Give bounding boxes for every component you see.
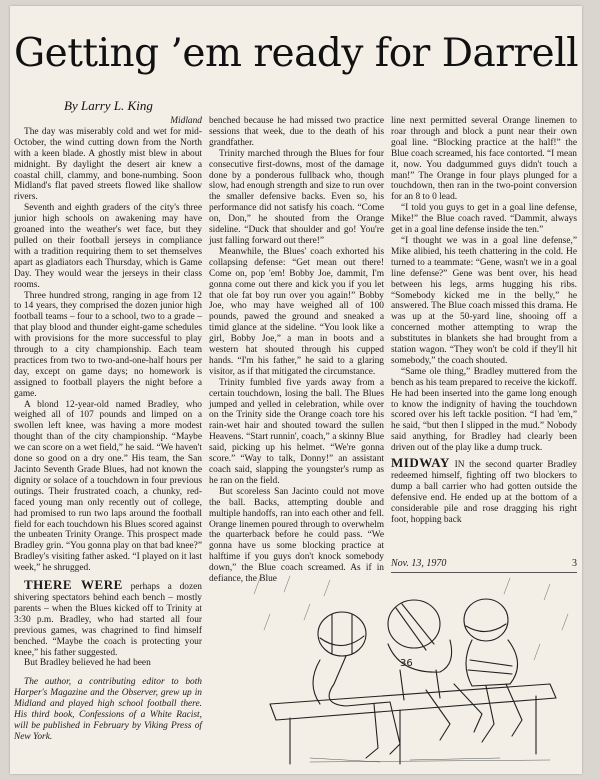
- paragraph: Three hundred strong, ranging in age from 12 to 14 years, they comprised the dozen junior high football teams – four to a school, two to a grade – that play blood and thunder eight-game schedules with provisions for the more successful to play through to a city championship. Each team practices from two to two-and-one-half hours per day, except on game days; no homework is assigned to football players the night before a game.: [14, 290, 202, 399]
- paragraph: line next permitted several Orange linemen to roar through and block a punt near their own goal line. “Blocking practice at the half!” the Blue coach screamed, his face contorted. “I mean it, now. You dadgummed guys didn't touch a man!” The Orange in four plays plunged for a touchdown, then ran in the two-point conversion for an 8 to 0 lead.: [391, 116, 577, 203]
- article-headline: Getting ’em ready for Darrell: [14, 31, 579, 76]
- paragraph: “I thought we was in a goal line defense,” Mike alibied, his teeth chattering in the cold. He turned to a teammate: “Gene, wasn't we in a goal line defense?” Gene was bent over, his head between his legs, arms hugging his ribs. “Somebody kicked me in the belly,” he answered. The Blue coach missed this drama. He was up at the 50-yard line, shooing off a concerned mother attempting to wrap the substitutes in blankets she had brought from a station wagon. “They won't be cold if they'll hit somebody,” the coach shouted.: [391, 235, 577, 366]
- section-paragraph: [14, 577, 202, 658]
- football-players-sketch-icon: [250, 574, 578, 770]
- svg-text:36: 36: [400, 658, 413, 669]
- paragraph: Meanwhile, the Blues' coach exhorted his collapsing defense: “Get mean out there! Come on, pop 'em! Bobby Joe, dammit, I'm gonna come out there and kick you if you let that ole fat boy run over you again!” Bobby Joe, who may have weighed all of 100 pounds, pawed the ground and sneaked a timid glance at the sideline. “You look like a girl, Bobby Joe,” a man in boots and a western hat shouted through his cupped hands. “I'm his father,” he said to a glaring visitor, as if that mitigated the circumstance.: [209, 246, 384, 377]
- paragraph: “Same ole thing,” Bradley muttered from the bench as his team prepared to receive the kickoff. He had been inserted into the game long enough to know the indignity of having the touchdown scored over his left tackle position. “I had 'em,” he said, “but then I slipped in the mud.” Nobody said anything, for Bradley had clearly been driven out of the play like a dump truck.: [391, 366, 577, 454]
- article-column-1: [14, 116, 202, 770]
- paragraph: The day was miserably cold and wet for mid-October, the wind cutting down from the North with a keen blade. A ghostly mist blew in about midnight. By daylight the desert air knew a coastal chill, clammy, and bone-numbing. Soon Midland's flat paved streets flowed like shallow rivers.: [14, 126, 202, 203]
- article-column-3: [391, 116, 577, 552]
- paragraph: Trinity fumbled five yards away from a certain touchdown, losing the ball. The Blues jumped and yelled in celebration, while over on the Trinity side the Orange coach tore his rain-wet hair and shouted toward the sullen Heavens. “Start runnin', coach,” a skinny Blue said, picking up his helmet. “We're gonna score.” “Way to talk, Donny!” an assistant coach said, slapping the youngster's rump as he ran on the field.: [209, 377, 384, 486]
- author-bio: The author, a contributing editor to both Harper's Magazine and the Observer, grew up in Midland and played high school football there. His third book, Confessions of a White Racist, will be published in February by Viking Press of New York.: [14, 677, 202, 742]
- section-paragraph: [391, 455, 577, 525]
- page-footer: [391, 558, 577, 570]
- paragraph: But Bradley believed he had been: [24, 658, 151, 669]
- paragraph: But scoreless San Jacinto could not move the ball. Backs, attempting double and multiple handoffs, ran into each other and fell. Orange linemen poured through to overwhelm the quarterback before he could pass. “We gonna have us some blocking practice at halftime if you guys don't knock somebody down,” the Blue coach screamed. As if in defiance, the Blue: [209, 486, 384, 585]
- section-lead: THERE WERE: [24, 577, 123, 593]
- section-lead: MIDWAY: [391, 455, 450, 471]
- paragraph: benched because he had missed two practice sessions that week, due to the death of his grandfather.: [209, 116, 384, 148]
- magazine-page: [10, 6, 582, 774]
- footer-rule: [391, 572, 577, 573]
- paragraph: Seventh and eighth graders of the city's three junior high schools on awakening may have groaned into the weather's wet face, but they pulled on their football jerseys in compliance with a tradition requiring them to set themselves apart as gladiators each Thursday, which is Game Day. They would wear the jerseys in their class rooms.: [14, 203, 202, 290]
- paragraph: A blond 12-year-old named Bradley, who weighed all of 107 pounds and limped on a swollen left knee, was having a more modest thought than of the city championship. “Maybe we can score on a wet field,” he said. “We haven't done so good on a dry one.” His team, the San Jacinto Seventh Grade Blues, had not known the dignity or solace of a touchdown in four previous outings. Their frustrated coach, a chunky, red-faced young man only recently out of college, had promised to run two laps around the football field for each touchdown his Blues scored against the unbeaten Trinity Orange. This prospect made Bradley grin. “You gonna play on that bad knee?” Bradley's visiting father asked. “I played on it last week,” he shrugged.: [14, 399, 202, 574]
- paragraph-text: IN the second quarter Bradley redeemed himself, fighting off two blockers to dump a ball carrier who had gotten outside the defensive end. He ended up at the bottom of a considerable pile and rose dragging his right foot, hopping back: [391, 460, 577, 525]
- article-column-2: [209, 116, 384, 585]
- page-number: 3: [572, 558, 577, 569]
- paragraph: Trinity marched through the Blues for four consecutive first-downs, most of the damage done by a ponderous fullback who, though slow, had enough strength and size to run over the smaller defensive backs. Even so, his performance did not satisfy his coach. “Come on, Don,” he shouted from the Orange sideline. “Duck that shoulder and go! You're just falling forward out there!”: [209, 148, 384, 246]
- issue-date: Nov. 13, 1970: [391, 558, 447, 569]
- article-byline: By Larry L. King: [64, 98, 153, 113]
- paragraph: “I told you guys to get in a goal line defense, Mike!” the Blue coach raved. “Dammit, always get in a goal line defense inside the ten.”: [391, 203, 577, 236]
- paragraph-text: perhaps a dozen shivering spectators behind each bench – mostly parents – when the Blues kicked off to Trinity at 3:30 p.m. Bradley, who had started all four previous games, was chagrined to find himself benched. “Maybe the coach is protecting your knee,” his father suggested.: [14, 582, 202, 658]
- dateline: Midland: [170, 116, 202, 126]
